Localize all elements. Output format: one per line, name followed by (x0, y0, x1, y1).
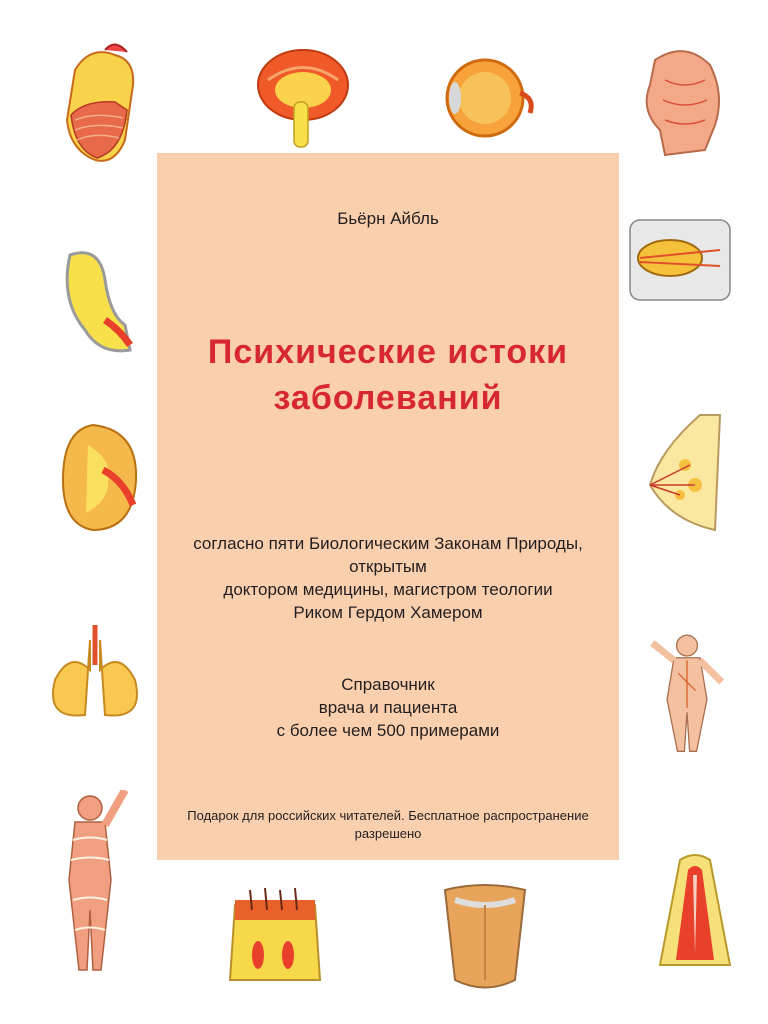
eye-socket-illustration (625, 200, 735, 330)
handbook-line: врача и пациента (318, 698, 458, 717)
brain-illustration (248, 30, 358, 160)
book-title-line: Психические истоки (207, 333, 569, 371)
cover-panel (157, 153, 619, 860)
subtitle-line: открытым (349, 557, 427, 576)
subtitle-line: согласно пяти Биологическим Законам Природы, (193, 534, 583, 553)
tooth-section-illustration (640, 850, 750, 980)
author-name: Бьёрн Айбль (337, 209, 439, 228)
skin-section-illustration (220, 870, 330, 1000)
gift-note (157, 807, 619, 843)
subtitle-line: Риком Гердом Хамером (293, 603, 483, 622)
eye-illustration (430, 38, 540, 168)
book-title-line: заболеваний (273, 379, 503, 417)
heart-illustration (45, 40, 155, 170)
lungs-illustration (40, 620, 150, 750)
handbook-description (157, 673, 619, 742)
book-title (157, 329, 619, 421)
gift-note-line: Подарок для российских читателей. Бесплатное распространение (187, 808, 589, 823)
torso-muscles-illustration (430, 870, 540, 1000)
handbook-line: Справочник (341, 675, 435, 694)
handbook-line: с более чем 500 примерами (276, 721, 500, 740)
body-skin-illustration (45, 790, 155, 980)
stomach-illustration (45, 240, 155, 370)
kidney-illustration (48, 415, 158, 545)
breast-illustration (630, 410, 740, 540)
subtitle-line: доктором медицины, магистром теологии (223, 580, 553, 599)
body-lymph-illustration (632, 630, 742, 760)
gift-note-line: разрешено (354, 826, 422, 841)
head-nerves-illustration (625, 40, 735, 170)
book-subtitle (157, 532, 619, 624)
